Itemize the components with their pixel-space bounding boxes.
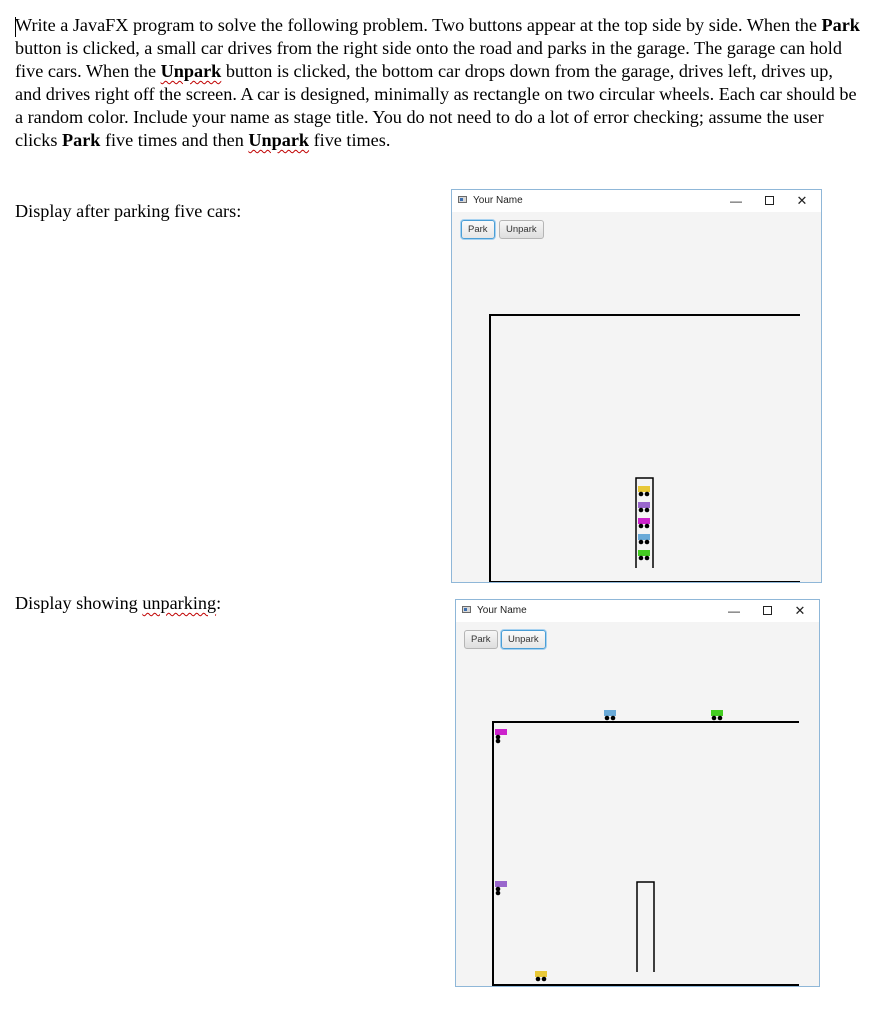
window-parked bbox=[451, 189, 822, 583]
parked-car bbox=[638, 518, 650, 528]
moving-car bbox=[535, 971, 547, 981]
parked-car-1-wheel bbox=[645, 492, 650, 497]
park-button[interactable]: Park bbox=[461, 220, 495, 239]
parked-car-1-wheel bbox=[639, 492, 644, 497]
parked-car-5-wheel bbox=[639, 556, 644, 561]
ground-car-wheel bbox=[536, 977, 541, 982]
parked-car-4-body bbox=[638, 534, 650, 540]
road-car-right-body bbox=[711, 710, 723, 716]
parked-car-3-body bbox=[638, 518, 650, 524]
parked-car bbox=[638, 502, 650, 512]
corner-car-wheel bbox=[496, 739, 501, 744]
parked-car-5-body bbox=[638, 550, 650, 556]
close-icon[interactable]: ✕ bbox=[796, 193, 808, 208]
ground-car-body bbox=[535, 971, 547, 977]
parked-car-1-body bbox=[638, 486, 650, 492]
unparking-scene bbox=[456, 600, 820, 987]
ascending-car-body bbox=[495, 881, 507, 887]
minimize-icon[interactable]: — bbox=[728, 604, 740, 618]
minimize-icon[interactable]: — bbox=[730, 194, 742, 208]
park-keyword: Park bbox=[821, 15, 860, 35]
parked-car-5-wheel bbox=[645, 556, 650, 561]
parked-car-4-wheel bbox=[639, 540, 644, 545]
parked-car-3-wheel bbox=[645, 524, 650, 529]
road-car-right-wheel bbox=[712, 716, 717, 721]
moving-car bbox=[711, 710, 723, 720]
ground-car-wheel bbox=[542, 977, 547, 982]
corner-car-body bbox=[495, 729, 507, 735]
caption-parked: Display after parking five cars: bbox=[15, 201, 242, 221]
garage-scene bbox=[452, 190, 822, 583]
moving-car bbox=[604, 710, 616, 720]
close-icon[interactable]: ✕ bbox=[794, 603, 806, 618]
road-car-left-wheel bbox=[611, 716, 616, 721]
ascending-car-wheel bbox=[496, 887, 501, 892]
problem-statement bbox=[15, 14, 860, 152]
problem-text-4: five times and then bbox=[100, 130, 249, 150]
road-car-left-body bbox=[604, 710, 616, 716]
park-keyword-2: Park bbox=[61, 130, 101, 150]
park-button[interactable]: Park bbox=[464, 630, 498, 649]
problem-text-5: five times. bbox=[309, 130, 391, 150]
road-car-right-wheel bbox=[718, 716, 723, 721]
ascending-car-wheel bbox=[496, 891, 501, 896]
problem-text-1: Write a JavaFX program to solve the following problem. Two buttons appear at the top side by side. When the bbox=[15, 15, 822, 35]
window-title: Your Name bbox=[473, 195, 523, 206]
caption-unparking-word: unparking bbox=[142, 593, 217, 613]
parked-car bbox=[638, 534, 650, 544]
parked-car bbox=[638, 486, 650, 496]
window-unparking bbox=[455, 599, 820, 987]
caption-unparking-suffix: : bbox=[216, 593, 222, 613]
caption-unparking-prefix: Display showing bbox=[15, 593, 143, 613]
caption-unparking bbox=[15, 592, 221, 615]
problem-text-3: button is clicked, the bottom car drops down from the garage, drives left, drives up, and drives right off the screen. A car is designed, minimally as rectangle on two circular wheels. Each car should be a random color. Include your name as stage title. You do not need to do a lot of error checking; assume the user clicks bbox=[15, 61, 857, 150]
unpark-button[interactable]: Unpark bbox=[499, 220, 544, 239]
parked-car-2-wheel bbox=[645, 508, 650, 513]
moving-car bbox=[495, 881, 507, 895]
unpark-button[interactable]: Unpark bbox=[501, 630, 546, 649]
unpark-keyword: Unpark bbox=[160, 61, 222, 81]
garage bbox=[637, 882, 654, 972]
parked-car-2-body bbox=[638, 502, 650, 508]
parked-car-3-wheel bbox=[639, 524, 644, 529]
unpark-keyword-2: Unpark bbox=[248, 130, 310, 150]
corner-car-wheel bbox=[496, 735, 501, 740]
parked-car-4-wheel bbox=[645, 540, 650, 545]
parked-car-2-wheel bbox=[639, 508, 644, 513]
problem-text-2: button is clicked, a small car drives from the right side onto the road and parks in the garage. The garage can hold five cars. When the bbox=[15, 38, 842, 81]
road-car-left-wheel bbox=[605, 716, 610, 721]
window-title: Your Name bbox=[477, 605, 527, 616]
road bbox=[493, 722, 799, 987]
moving-car bbox=[495, 729, 507, 743]
parked-car bbox=[638, 550, 650, 560]
